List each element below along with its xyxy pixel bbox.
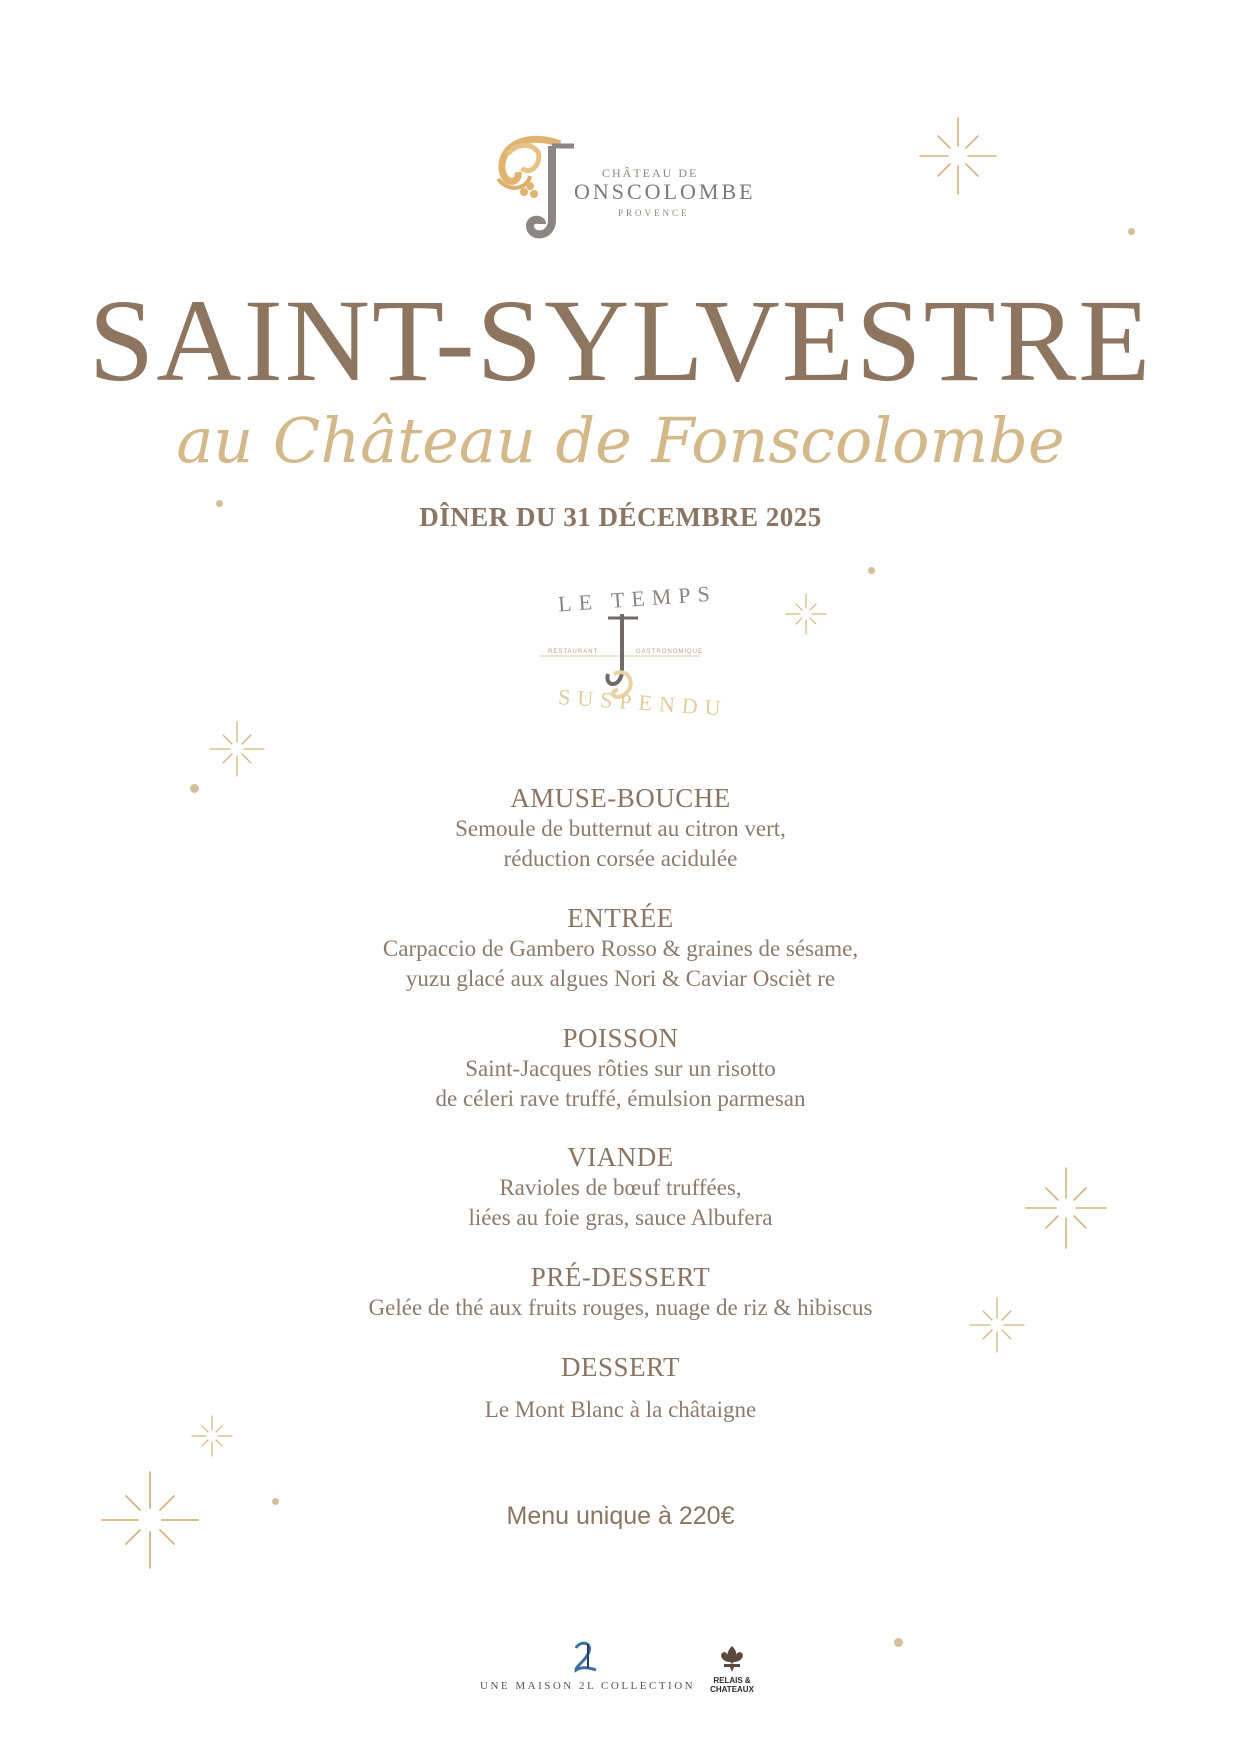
sparkle-icon <box>784 592 828 636</box>
chateau-f-logo <box>490 124 580 244</box>
course-pre-dessert <box>0 1261 1241 1323</box>
page-subtitle: au Château de Fonscolombe <box>176 404 1065 477</box>
course-title: ENTRÉE <box>567 903 674 933</box>
dinner-date: DÎNER DU 31 DÉCEMBRE 2025 <box>419 502 822 532</box>
sparkle-icon <box>208 720 266 778</box>
decorative-dot <box>272 1498 279 1505</box>
sparkle-icon <box>190 1414 234 1458</box>
decorative-dot <box>868 567 875 574</box>
decorative-dot <box>190 784 199 793</box>
restaurant-logo-left: RESTAURANT <box>548 649 599 655</box>
relais-chateaux-logo <box>702 1644 762 1704</box>
chateau-logo <box>490 124 760 244</box>
course-desc-line: Saint-Jacques rôties sur un risotto <box>465 1056 776 1081</box>
decorative-dot <box>1128 228 1135 235</box>
decorative-dot <box>894 1638 903 1647</box>
restaurant-logo-top: LE TEMPS <box>557 580 718 617</box>
course-poisson <box>0 1022 1241 1114</box>
footer-collection-text: UNE MAISON 2L COLLECTION <box>480 1680 696 1692</box>
course-desc-line: Ravioles de bœuf truffées, <box>499 1175 742 1200</box>
page-title: SAINT-SYLVESTRE <box>88 275 1153 406</box>
sparkle-icon <box>968 1296 1026 1354</box>
course-title: VIANDE <box>567 1142 674 1172</box>
relais-chateaux-text <box>702 1676 762 1694</box>
2l-logo <box>570 1640 600 1676</box>
course-desc-line: réduction corsée acidulée <box>503 846 738 871</box>
course-title: POISSON <box>562 1023 679 1053</box>
decorative-dot <box>216 500 223 507</box>
sparkle-icon <box>100 1470 200 1570</box>
course-entree <box>0 902 1241 994</box>
restaurant-logo-right: GASTRONOMIQUE <box>636 649 704 655</box>
course-title: DESSERT <box>561 1352 680 1382</box>
le-temps-suspendu-logo <box>530 578 729 738</box>
logo-line-provence: PROVENCE <box>618 208 690 218</box>
course-desc-line: de céleri rave truffé, émulsion parmesan <box>435 1086 806 1111</box>
relais-line1: RELAIS & <box>713 1676 751 1685</box>
course-desc-line: Gelée de thé aux fruits rouges, nuage de riz & hibiscus <box>368 1295 873 1320</box>
restaurant-logo-bottom: SUSPENDU <box>557 684 729 721</box>
course-amuse-bouche <box>0 782 1241 874</box>
logo-line-chateau-de: CHÂTEAU DE <box>602 166 699 180</box>
course-title: AMUSE-BOUCHE <box>510 783 731 813</box>
footer-2l-collection <box>480 1640 696 1700</box>
menu-price: Menu unique à 220€ <box>506 1502 735 1530</box>
fleur-de-lis-icon <box>718 1644 746 1674</box>
sparkle-icon <box>1024 1166 1108 1250</box>
course-desc-line: Semoule de butternut au citron vert, <box>455 816 786 841</box>
logo-line-name: ONSCOLOMBE <box>574 179 756 204</box>
course-dessert <box>0 1351 1241 1425</box>
course-desc-line: liées au foie gras, sauce Albufera <box>468 1205 773 1230</box>
relais-line2: CHATEAUX <box>710 1685 754 1694</box>
course-desc-line: Carpaccio de Gambero Rosso & graines de sésame, <box>382 936 859 961</box>
course-desc-line: Le Mont Blanc à la châtaigne <box>484 1397 757 1422</box>
sparkle-icon <box>918 116 998 196</box>
course-title: PRÉ-DESSERT <box>530 1262 711 1292</box>
course-desc-line: yuzu glacé aux algues Nori & Caviar Oscièt re <box>405 966 836 991</box>
